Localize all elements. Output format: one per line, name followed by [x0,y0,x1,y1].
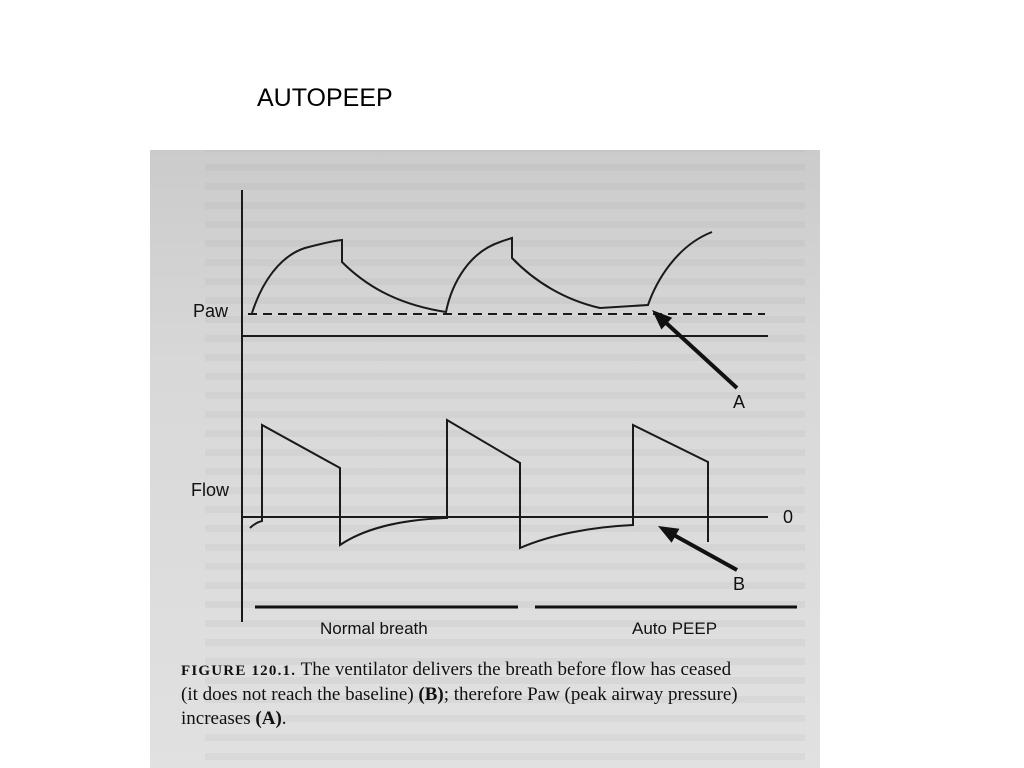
normal-breath-label: Normal breath [320,619,428,638]
caption-text-2a: (it does not reach the baseline) [181,684,414,705]
caption-line-1 [181,658,738,683]
caption-text-2b: ; therefore Paw (peak airway pressure) [443,684,738,705]
zero-label: 0 [783,507,794,527]
slide-title: AUTOPEEP [257,84,393,112]
caption-text-3a: increases [181,708,251,729]
paw-label: Paw [193,301,229,321]
arrow-a-label: A [733,392,746,412]
caption-marker-a: (A) [255,708,282,729]
figure-caption [181,658,738,731]
caption-line-2 [181,683,738,707]
flow-label: Flow [191,480,230,500]
arrow-b-label: B [733,574,746,594]
caption-text-3b: . [281,708,287,729]
caption-text-1: The ventilator delivers the breath before flow has ceased [300,659,732,680]
auto-peep-label: Auto PEEP [632,619,718,638]
caption-marker-b: (B) [418,684,444,705]
figure-number: FIGURE 120.1. [181,663,297,679]
caption-line-3 [181,707,738,731]
